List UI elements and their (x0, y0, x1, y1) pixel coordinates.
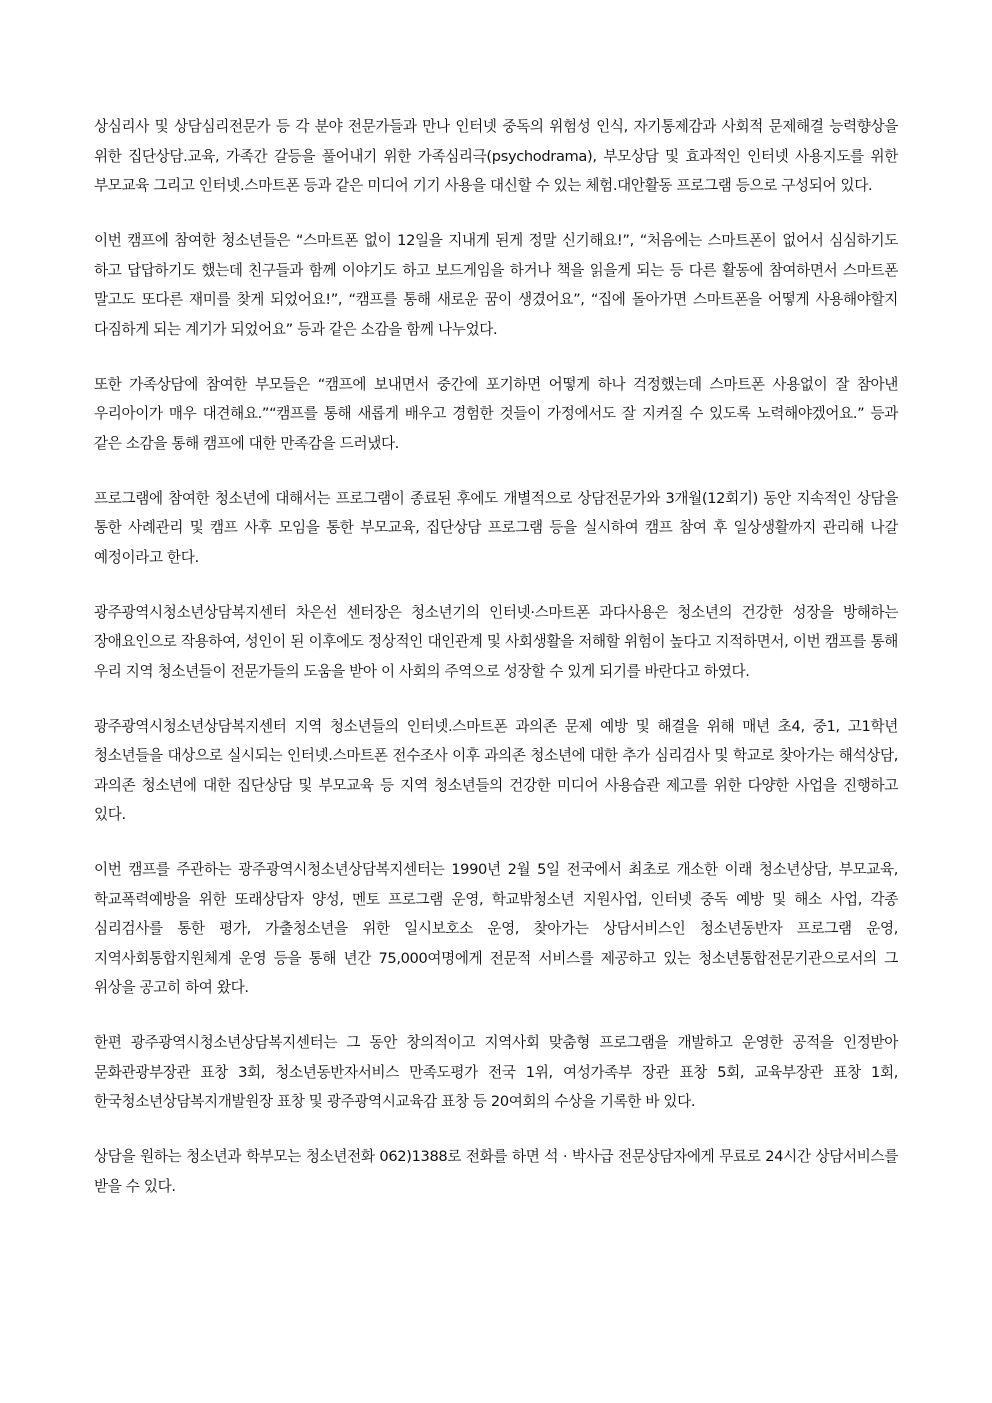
paragraph-center-history: 이번 캠프를 주관하는 광주광역시청소년상담복지센터는 1990년 2월 5일 전국에서 최초로 개소한 이래 청소년상담, 부모교육, 학교폭력예방을 위한 또래상담자 양성, 멘토 프로그램 운영, 학교밖청소년 지원사업, 인터넷 중독 예방 및 해소 사업, 각종 심리검사를 통한 평가, 가출청소년을 위한 일시보호소 운영, 찾아가는 상담서비스인 청소년동반자 프로그램 운영, 지역사회통합지원체계 운영 등을 통해 년간 75,000여명에게 전문적 서비스를 제공하고 있는 청소년통합전문기관으로서의 그 위상을 공고히 하여 왔다. (94, 861, 898, 996)
paragraph-program-composition: 상심리사 및 상담심리전문가 등 각 분야 전문가들과 만나 인터넷 중독의 위험성 인식, 자기통제감과 사회적 문제해결 능력향상을 위한 집단상담.교육, 가족간 갈등을 풀어내기 위한 가족심리극(psychodrama), 부모상담 및 효과적인 인터넷 사용지도를 위한 부모교육 그리고 인터넷.스마트폰 등과 같은 미디어 기기 사용을 대신할 수 있는 체험.대안활동 프로그램 등으로 구성되어 있다. (94, 118, 898, 194)
paragraph-parent-comments: 또한 가족상담에 참여한 부모들은 “캠프에 보내면서 중간에 포기하면 어떻게 하나 걱정했는데 스마트폰 사용없이 잘 참아낸 우리아이가 매우 대견해요.”“캠프를 통해 새롭게 배우고 경험한 것들이 가정에서도 잘 지켜질 수 있도록 노력해야겠어요.” 등과 같은 소감을 통해 캠프에 대한 만족감을 드러냈다. (94, 375, 898, 452)
paragraph-youth-comments: 이번 캠프에 참여한 청소년들은 “스마트폰 없이 12일을 지내게 된게 정말 신기해요!”, “처음에는 스마트폰이 없어서 심심하기도 하고 답답하기도 했는데 친구들과 함께 이야기도 하고 보드게임을 하거나 책을 읽을게 되는 등 다른 활동에 참여하면서 스마트폰 말고도 또다른 재미를 찾게 되었어요!”, “캠프를 통해 새로운 꿈이 생겼어요”, “집에 돌아가면 스마트폰을 어떻게 사용해야할지 다짐하게 되는 계기가 되었어요” 등과 같은 소감을 함께 나누었다. (94, 232, 898, 338)
paragraph-regional-prevention: 광주광역시청소년상담복지센터 지역 청소년들의 인터넷.스마트폰 과의존 문제 예방 및 해결을 위해 매년 초4, 중1, 고1학년 청소년들을 대상으로 실시되는 인터넷.스마트폰 전수조사 이후 과의존 청소년에 대한 추가 심리검사 및 학교로 찾아가는 해석상담, 과의존 청소년에 대한 집단상담 및 부모교육 등 지역 청소년들의 건강한 미디어 사용습관 제고를 위한 다양한 사업을 진행하고 있다. (94, 717, 898, 823)
paragraph-awards: 한편 광주광역시청소년상담복지센터는 그 동안 창의적이고 지역사회 맞춤형 프로그램을 개발하고 운영한 공적을 인정받아 문화관광부장관 표창 3회, 청소년동반자서비스 만족도평가 전국 1위, 여성가족부 장관 표창 5회, 교육부장관 표창 1회, 한국청소년상담복지개발원장 표창 및 광주광역시교육감 표창 등 20여회의 수상을 기록한 바 있다. (94, 1034, 898, 1110)
document-body (94, 112, 898, 1227)
paragraph-contact-info: 상담을 원하는 청소년과 학부모는 청소년전화 062)1388로 전화를 하면 석 · 박사급 전문상담자에게 무료로 24시간 상담서비스를 받을 수 있다. (94, 1148, 898, 1195)
paragraph-follow-up-management: 프로그램에 참여한 청소년에 대해서는 프로그램이 종료된 후에도 개별적으로 상담전문가와 3개월(12회기) 동안 지속적인 상담을 통한 사례관리 및 캠프 사후 모임을 통한 부모교육, 집단상담 프로그램 등을 실시하여 캠프 참여 후 일상생활까지 관리해 나갈 예정이라고 한다. (94, 489, 898, 566)
paragraph-director-statement: 광주광역시청소년상담복지센터 차은선 센터장은 청소년기의 인터넷·스마트폰 과다사용은 청소년의 건강한 성장을 방해하는 장애요인으로 작용하여, 성인이 된 이후에도 정상적인 대인관계 및 사회생활을 저해할 위험이 높다고 지적하면서, 이번 캠프를 통해 우리 지역 청소년들이 전문가들의 도움을 받아 이 사회의 주역으로 성장할 수 있게 되기를 바란다고 하였다. (94, 603, 898, 680)
